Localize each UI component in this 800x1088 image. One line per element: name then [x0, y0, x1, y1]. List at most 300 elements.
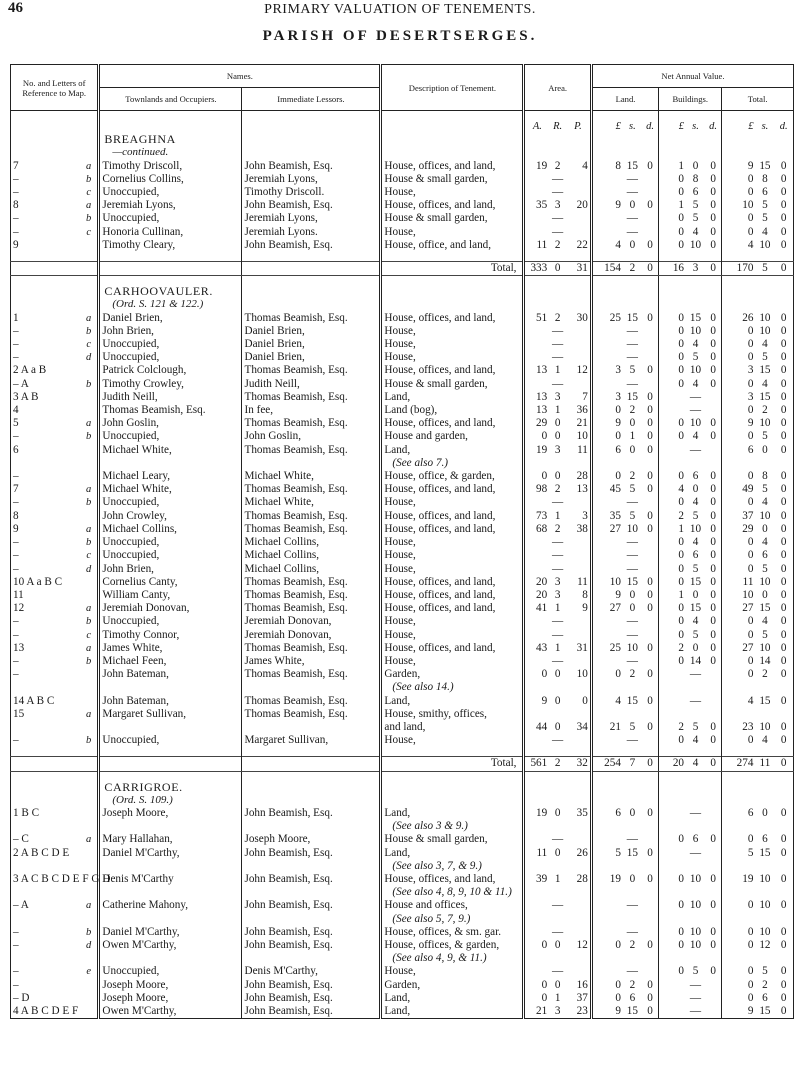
empty-cell [686, 298, 705, 311]
value-bl: 0 [659, 549, 686, 562]
occupier-name: Jeremiah Donovan, [99, 602, 242, 615]
lessor-name: Daniel Brien, [242, 338, 381, 351]
value-ts: 4 [762, 377, 768, 390]
see-also-note: (See also 14.) [381, 681, 524, 694]
value-ls: — [626, 172, 638, 185]
table-row [11, 589, 794, 602]
empty-cell [642, 820, 659, 833]
value-ls: — [626, 628, 638, 641]
lessor-name: Thomas Beamish, Esq. [242, 576, 381, 589]
lessor-name: Thomas Beamish, Esq. [242, 708, 381, 721]
value-bl: 0 [659, 629, 686, 642]
value-tl: 0 [722, 470, 756, 483]
value-tl: 0 [722, 926, 756, 939]
value-bs: 4 [692, 536, 699, 549]
empty-cell [524, 133, 549, 146]
empty-cell [686, 771, 705, 781]
value-td: 0 [780, 404, 787, 417]
value-r: — [552, 536, 564, 549]
value-p [566, 734, 591, 747]
map-ref-letter [80, 695, 99, 708]
value-tl: 0 [722, 430, 756, 443]
value-td: 0 [780, 443, 787, 456]
empty-cell [524, 794, 549, 807]
value-r: 3 [554, 199, 561, 212]
value-ll [591, 708, 623, 721]
value-a [524, 833, 549, 846]
map-ref-letter [80, 847, 99, 860]
value-p [566, 378, 591, 391]
empty-cell [686, 860, 705, 873]
value-ll: 9 [591, 589, 623, 602]
tenement-description: House, office, and land, [381, 239, 524, 252]
value-ld: 0 [647, 668, 653, 681]
empty-cell [566, 781, 591, 794]
empty-cell [11, 794, 80, 807]
value-a: 98 [524, 483, 549, 496]
value-td: 0 [780, 965, 787, 978]
tenement-description: and land, [381, 721, 524, 734]
value-ls: 15 [626, 575, 638, 588]
map-ref-letter: c [86, 226, 91, 238]
empty-cell [755, 860, 774, 873]
value-bl [659, 979, 686, 992]
value-ls: 0 [629, 588, 636, 601]
occupier-name: Michael Feen, [99, 655, 242, 668]
value-ld [642, 615, 659, 628]
value-bl: 0 [659, 615, 686, 628]
townland-name: CARHOOVAULER. [99, 285, 242, 298]
map-ref-number: 4 [13, 404, 19, 417]
value-ts: 0 [762, 806, 768, 819]
empty-cell [591, 146, 623, 159]
townland-subtitle: —continued. [99, 146, 242, 159]
value-p: 31 [576, 641, 588, 654]
value-p: 36 [576, 404, 588, 417]
value-bs: 5 [692, 720, 699, 733]
value-tl: 0 [722, 536, 756, 549]
map-ref-number: 5 [13, 417, 19, 430]
empty-cell [774, 146, 793, 159]
value-a: 0 [524, 939, 549, 952]
empty-cell [566, 794, 591, 807]
empty-cell [566, 285, 591, 298]
empty-cell [722, 298, 756, 311]
value-r: 0 [554, 846, 561, 859]
total-tl: 170 [722, 262, 756, 276]
table-row [11, 160, 794, 173]
empty-cell [774, 794, 793, 807]
value-td: 0 [780, 225, 787, 238]
value-ld: 0 [647, 509, 653, 522]
value-bd: 0 [710, 430, 716, 443]
value-tl: 29 [722, 523, 756, 536]
value-ll [591, 615, 623, 628]
total-bl: 16 [659, 262, 686, 276]
empty-cell [774, 771, 793, 781]
value-bs: 10 [689, 324, 702, 337]
total-row [11, 757, 794, 771]
value-ld: 0 [647, 443, 653, 456]
tenement-description: House, [381, 655, 524, 668]
empty-cell [80, 120, 99, 133]
tenement-description: House, [381, 496, 524, 509]
occupier-name: Michael White, [99, 483, 242, 496]
occupier-name: Unoccupied, [99, 338, 242, 351]
map-ref-letter [80, 721, 99, 734]
value-bl: 0 [659, 226, 686, 239]
value-td: 0 [780, 549, 787, 562]
value-td: 0 [780, 925, 787, 938]
occupier-name: Cornelius Collins, [99, 173, 242, 186]
empty-cell [722, 285, 756, 298]
empty-cell [623, 681, 642, 694]
tenement-description: House, [381, 549, 524, 562]
value-bd: 0 [710, 509, 716, 522]
map-ref-number: – [13, 654, 19, 667]
value-td: 0 [780, 938, 787, 951]
unit-label: d. [646, 121, 654, 132]
value-ls: — [626, 338, 638, 351]
tenement-description: House, offices, and land, [381, 199, 524, 212]
unit-label: P. [574, 121, 582, 132]
empty-cell [705, 276, 722, 286]
map-ref-letter [80, 239, 99, 252]
value-bd: 0 [710, 496, 716, 509]
value-a: 73 [524, 510, 549, 523]
empty-cell [80, 886, 99, 899]
empty-cell [11, 820, 80, 833]
empty-cell [774, 913, 793, 926]
empty-cell [566, 747, 591, 757]
value-bs: 10 [689, 872, 702, 885]
value-ls: — [626, 615, 638, 628]
empty-cell [549, 771, 566, 781]
value-a [524, 615, 549, 628]
value-bd: 0 [710, 654, 716, 667]
total-p: 32 [566, 757, 591, 771]
value-ts: 5 [762, 430, 768, 443]
empty-cell [524, 886, 549, 899]
table-row [11, 939, 794, 952]
occupier-name: James White, [99, 642, 242, 655]
occupier-name: Honoria Cullinan, [99, 226, 242, 239]
value-bd: 0 [710, 225, 716, 238]
value-bl [659, 695, 686, 708]
value-p [566, 615, 591, 628]
map-ref-letter: d [86, 939, 92, 951]
value-bl [659, 1005, 686, 1019]
table-row [11, 615, 794, 628]
value-ll: 25 [591, 642, 623, 655]
value-ld [642, 549, 659, 562]
empty-cell [242, 820, 381, 833]
value-ts: 8 [762, 470, 768, 483]
value-ll [591, 549, 623, 562]
map-ref-number: – [13, 978, 19, 991]
value-p: 8 [582, 588, 588, 601]
see-also-row [11, 952, 794, 965]
tenement-description: House, offices, and land, [381, 312, 524, 325]
tenement-description: House, offices, and land, [381, 417, 524, 430]
value-bs: 4 [692, 338, 699, 351]
occupier-name: John Brien, [99, 563, 242, 576]
value-tl: 0 [722, 226, 756, 239]
value-a: 11 [524, 239, 549, 252]
occupier-name: John Bateman, [99, 695, 242, 708]
empty-cell [11, 771, 80, 781]
value-tl: 4 [722, 695, 756, 708]
value-ld [642, 212, 659, 225]
value-ll: 5 [591, 847, 623, 860]
empty-cell [242, 111, 381, 121]
lessor-name: Thomas Beamish, Esq. [242, 589, 381, 602]
table-row [11, 563, 794, 576]
map-ref-number: 1 [13, 311, 19, 324]
total-ll: 254 [591, 757, 623, 771]
value-bs: 10 [689, 925, 702, 938]
empty-cell [659, 252, 686, 262]
value-r: 1 [554, 509, 561, 522]
value-bs: — [689, 668, 702, 681]
value-ld [642, 926, 659, 939]
value-a [524, 351, 549, 364]
map-ref-letter: d [86, 352, 92, 364]
value-p: 28 [576, 872, 588, 885]
empty-cell [11, 860, 80, 873]
table-row [11, 642, 794, 655]
value-a: 41 [524, 602, 549, 615]
value-ld: 0 [647, 483, 653, 496]
value-ts: 4 [762, 615, 768, 628]
value-ld: 0 [647, 1005, 653, 1017]
occupier-name: Joseph Moore, [99, 992, 242, 1005]
unit-label: £ [591, 120, 623, 133]
value-bl: 0 [659, 417, 686, 430]
total-ld: 0 [642, 262, 659, 276]
value-ld [642, 965, 659, 978]
empty-cell [242, 747, 381, 757]
value-bd: 0 [710, 212, 716, 225]
value-bd: 0 [710, 720, 716, 733]
value-r: 3 [554, 588, 561, 601]
empty-cell [591, 860, 623, 873]
value-bs: 4 [692, 496, 699, 509]
total-ld: 0 [642, 757, 659, 771]
value-ld [642, 325, 659, 338]
empty-cell [566, 276, 591, 286]
value-bs: 10 [689, 238, 702, 251]
value-a [524, 378, 549, 391]
value-tl: 0 [722, 899, 756, 912]
occupier-name: Daniel Brien, [99, 312, 242, 325]
value-r: — [552, 654, 564, 667]
value-ld [642, 496, 659, 509]
empty-cell [99, 913, 242, 926]
value-p: 13 [576, 483, 588, 496]
map-ref-number: – [13, 172, 19, 185]
map-ref-number: – [13, 734, 19, 747]
empty-cell [99, 757, 242, 771]
value-a: 0 [524, 668, 549, 681]
map-ref-letter: a [86, 160, 92, 172]
value-bl: 1 [659, 523, 686, 536]
value-ld: 0 [647, 238, 653, 251]
empty-cell [705, 771, 722, 781]
empty-cell [591, 747, 623, 757]
empty-cell [722, 794, 756, 807]
total-r: 0 [549, 262, 566, 276]
value-tl: 0 [722, 734, 756, 747]
value-ld: 0 [647, 470, 653, 483]
empty-cell [642, 747, 659, 757]
value-ll: 27 [591, 602, 623, 615]
value-tl: 0 [722, 173, 756, 186]
empty-cell [524, 860, 549, 873]
value-ld [642, 734, 659, 747]
empty-cell [705, 285, 722, 298]
value-a: 51 [524, 312, 549, 325]
empty-cell [381, 146, 524, 159]
empty-cell [591, 794, 623, 807]
map-ref-letter: c [86, 339, 91, 351]
value-bl: 0 [659, 173, 686, 186]
value-tl: 19 [722, 873, 756, 886]
value-bl: 0 [659, 351, 686, 364]
value-td: 0 [780, 806, 787, 819]
table-row [11, 351, 794, 364]
value-bl: 0 [659, 873, 686, 886]
value-ld: 0 [647, 602, 653, 615]
empty-cell [242, 913, 381, 926]
empty-cell [99, 252, 242, 262]
value-td: 0 [780, 522, 787, 535]
empty-cell [755, 457, 774, 470]
value-ld: 0 [647, 991, 653, 1004]
lessor-name: Joseph Moore, [242, 833, 381, 846]
empty-cell [242, 298, 381, 311]
value-td: 0 [780, 575, 787, 588]
empty-cell [524, 771, 549, 781]
empty-cell [705, 820, 722, 833]
value-a: 13 [524, 364, 549, 377]
value-bs: — [689, 1005, 702, 1017]
value-a [524, 549, 549, 562]
table-row [11, 173, 794, 186]
see-also-note: (See also 3 & 9.) [381, 820, 524, 833]
tenement-description: Land, [381, 1005, 524, 1019]
value-bl: 0 [659, 430, 686, 443]
value-ll: 3 [591, 364, 623, 377]
value-r: — [552, 899, 564, 912]
empty-cell [549, 285, 566, 298]
value-r: — [552, 225, 564, 238]
value-a [524, 173, 549, 186]
map-ref-letter [80, 470, 99, 483]
map-ref-number: 6 [13, 443, 19, 456]
value-bl: 2 [659, 510, 686, 523]
empty-cell [80, 298, 99, 311]
value-bl [659, 391, 686, 404]
value-r: — [552, 965, 564, 978]
value-ll: 0 [591, 404, 623, 417]
empty-cell [623, 860, 642, 873]
empty-cell [642, 781, 659, 794]
townland-heading [11, 285, 794, 298]
value-a [524, 186, 549, 199]
lessor-name: Thomas Beamish, Esq. [242, 391, 381, 404]
value-ts: 5 [762, 628, 768, 641]
lessor-name: Thomas Beamish, Esq. [242, 417, 381, 430]
empty-cell [591, 133, 623, 146]
tenement-description: House, offices, & sm. gar. [381, 926, 524, 939]
value-td: 0 [780, 668, 787, 681]
value-tl: 0 [722, 496, 756, 509]
occupier-name: Unoccupied, [99, 965, 242, 978]
value-bs: 0 [692, 641, 699, 654]
value-a [524, 926, 549, 939]
empty-cell [755, 133, 774, 146]
value-ts: 5 [762, 351, 768, 364]
empty-cell [623, 886, 642, 899]
value-ts: 15 [759, 602, 771, 615]
occupier-name [99, 721, 242, 734]
value-td: 0 [780, 159, 787, 172]
value-bl: 0 [659, 734, 686, 747]
value-ld: 0 [647, 806, 653, 819]
value-ts: 10 [759, 641, 771, 654]
value-ts: 5 [762, 199, 768, 212]
empty-cell [722, 886, 756, 899]
value-td: 0 [780, 483, 787, 496]
empty-cell [755, 781, 774, 794]
empty-cell [549, 133, 566, 146]
value-a [524, 563, 549, 576]
unit-label: £ [659, 120, 686, 133]
value-bs: 14 [689, 654, 702, 667]
map-ref-letter: b [86, 431, 92, 443]
value-ts: 10 [759, 324, 771, 337]
empty-cell [80, 276, 99, 286]
occupier-name: John Bateman, [99, 668, 242, 681]
value-ll [591, 926, 623, 939]
empty-cell [524, 285, 549, 298]
value-r: — [552, 324, 564, 337]
value-ts: 10 [759, 417, 771, 430]
header-lessors: Immediate Lessors. [242, 88, 381, 111]
total-ls: 2 [623, 262, 642, 276]
map-ref-number: – [13, 324, 19, 337]
value-bd: 0 [710, 925, 716, 938]
value-td: 0 [780, 899, 787, 912]
value-ls: — [626, 225, 638, 238]
value-p [566, 629, 591, 642]
header-townlands: Townlands and Occupiers. [99, 88, 242, 111]
empty-cell [705, 457, 722, 470]
empty-cell [705, 146, 722, 159]
empty-cell [549, 681, 566, 694]
value-tl: 4 [722, 239, 756, 252]
empty-cell [591, 886, 623, 899]
value-bs: 4 [692, 225, 699, 238]
value-bl: 1 [659, 199, 686, 212]
total-bs: 4 [686, 757, 705, 771]
empty-cell [549, 252, 566, 262]
value-bs: 5 [692, 965, 699, 978]
empty-cell [623, 913, 642, 926]
table-row [11, 325, 794, 338]
empty-cell [659, 111, 686, 121]
